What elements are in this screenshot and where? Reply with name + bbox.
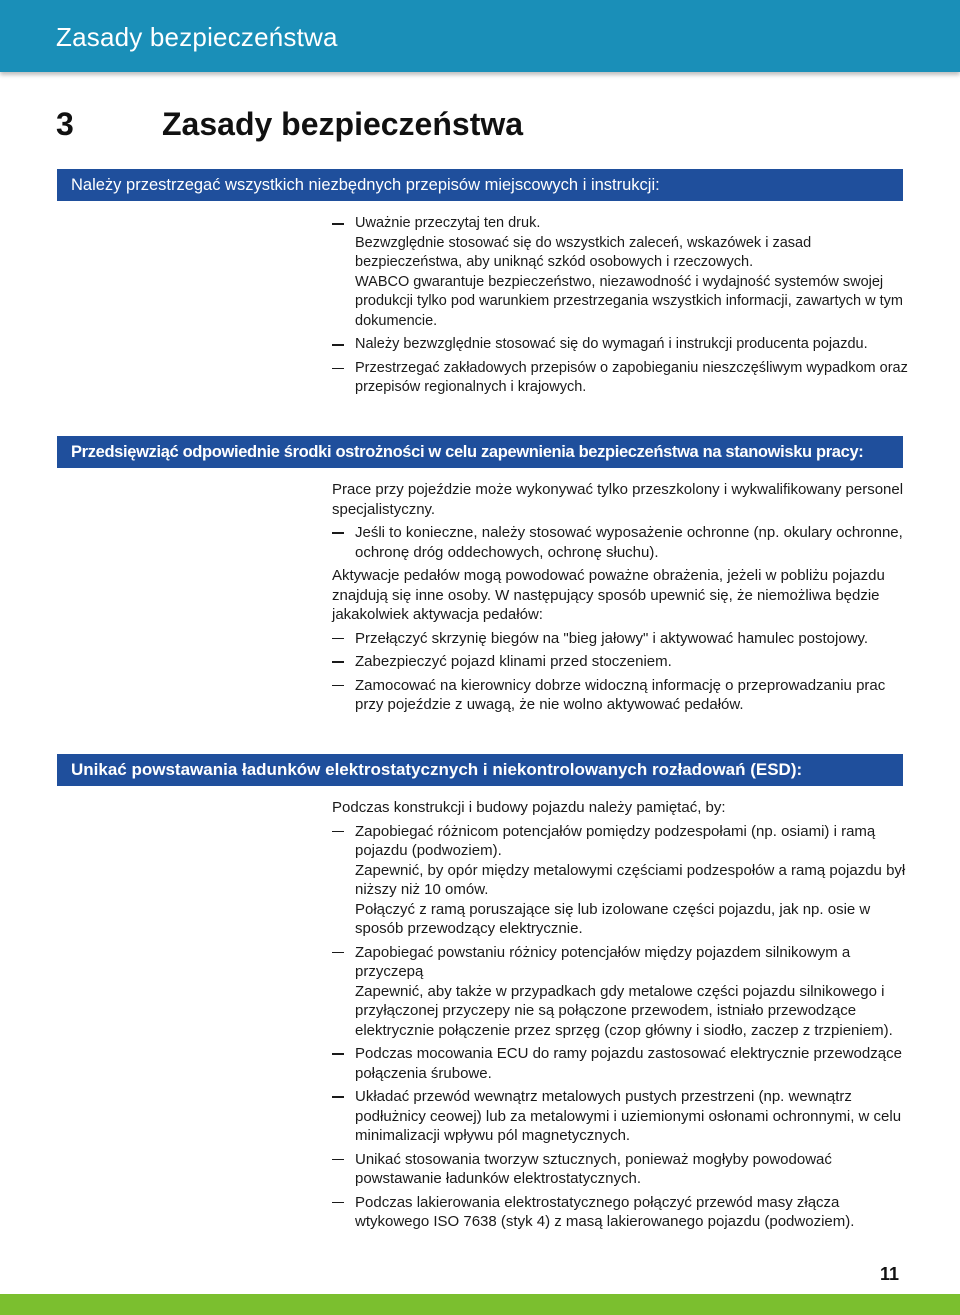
section-heading-regulations: Należy przestrzegać wszystkich niezbędnych przepisów miejscowych i instrukcji: [57,169,903,201]
page-number: 11 [880,1264,900,1284]
section-body-esd [332,798,912,1232]
section-heading-esd: Unikać powstawania ładunków elektrostatycznych i niekontrolowanych rozładowań (ESD): [57,754,903,786]
header-band [0,0,960,72]
list-item [332,822,912,939]
section-body-workplace-safety [332,480,912,715]
chapter-heading [56,106,916,143]
chapter-title: Zasady bezpieczeństwa [162,106,524,142]
list-item: Przełączyć skrzynię biegów na "bieg jałowy" i aktywować hamulec postojowy. [332,629,912,649]
chapter-number: 3 [56,106,74,142]
list-item [332,943,912,1041]
section-heading-workplace-safety: Przedsięwziąć odpowiednie środki ostrożności w celu zapewnienia bezpieczeństwa na stanowisku pracy: [57,436,903,468]
list-item-text: Połączyć z ramą poruszające się lub izolowane części pojazdu, jak np. osie w sposób przewodzący elektrycznie. [355,900,871,937]
list-item: Przestrzegać zakładowych przepisów o zapobieganiu nieszczęśliwym wypadkom oraz przepisów regionalnych i krajowych. [332,359,912,398]
list-item-text: Bezwzględnie stosować się do wszystkich zaleceń, wskazówek i zasad bezpieczeństwa, aby uniknąć szkód osobowych i rzeczowych. [355,234,812,270]
list-item: Układać przewód wewnątrz metalowych pustych przestrzeni (np. wewnątrz podłużnicy ceowej) lub za metalowymi i uziemionymi osłonami ochronnymi, w celu minimalizacji wpływu pól magnetycznych. [332,1087,912,1146]
list-item: Unikać stosowania tworzyw sztucznych, ponieważ mogłyby powodować powstawanie ładunków elektrostatycznych. [332,1150,912,1189]
paragraph: Podczas konstrukcji i budowy pojazdu należy pamiętać, by: [332,799,726,816]
list-item-text: Uważnie przeczytaj ten druk. [355,215,541,231]
footer-band [0,1294,960,1315]
section-body-regulations [332,214,912,398]
list-item: Jeśli to konieczne, należy stosować wyposażenie ochronne (np. okulary ochronne, ochronę dróg oddechowych, ochronę słuchu). [332,523,912,562]
list-item: Podczas lakierowania elektrostatycznego połączyć przewód masy złącza wtykowego ISO 7638 (styk 4) z masą lakierowanego pojazdu (podwoziem). [332,1193,912,1232]
list-item: Zabezpieczyć pojazd klinami przed stoczeniem. [332,652,912,672]
list-item [332,214,912,331]
header-title: Zasady bezpieczeństwa [56,22,338,52]
list-item: Zamocować na kierownicy dobrze widoczną informację o przeprowadzaniu prac przy pojeździe z uwagą, że nie wolno aktywować pedałów. [332,676,912,715]
paragraph: Prace przy pojeździe może wykonywać tylko przeszkolony i wykwalifikowany personel specjalistyczny. [332,481,904,518]
list-item-text: Zapobiegać powstaniu różnicy potencjałów między pojazdem silnikowym a przyczepą [355,943,851,980]
list-item: Podczas mocowania ECU do ramy pojazdu zastosować elektrycznie przewodzące połączenia śrubowe. [332,1044,912,1083]
list-item-text: Zapobiegać różnicom potencjałów pomiędzy podzespołami (np. osiami) i ramą pojazdu (podwoziem). [355,822,876,859]
list-item-text: Zapewnić, by opór między metalowymi częściami podzespołów a ramą pojazdu był niższy niż 10 omów. [355,861,906,898]
paragraph: Aktywacje pedałów mogą powodować poważne obrażenia, jeżeli w pobliżu pojazdu znajdują się inne osoby. W następujący sposób upewnić się, że niemożliwa będzie jakakolwiek aktywacja pedałów: [332,567,885,623]
list-item-text: Zapewnić, aby także w przypadkach gdy metalowe części pojazdu silnikowego i przyłączonej przyczepy nie są połączone przewodem, istniało przewodzące elektrycznie połączenie przez sprzęg (czop główny i siodło, zaczep z trzpieniem). [355,982,893,1039]
list-item-text: WABCO gwarantuje bezpieczeństwo, niezawodność i wydajność systemów swojej produkcji tylko pod warunkiem przestrzegania wszystkich informacji, zawartych w tym dokumencie. [355,273,903,329]
list-item: Należy bezwzględnie stosować się do wymagań i instrukcji producenta pojazdu. [332,335,912,355]
